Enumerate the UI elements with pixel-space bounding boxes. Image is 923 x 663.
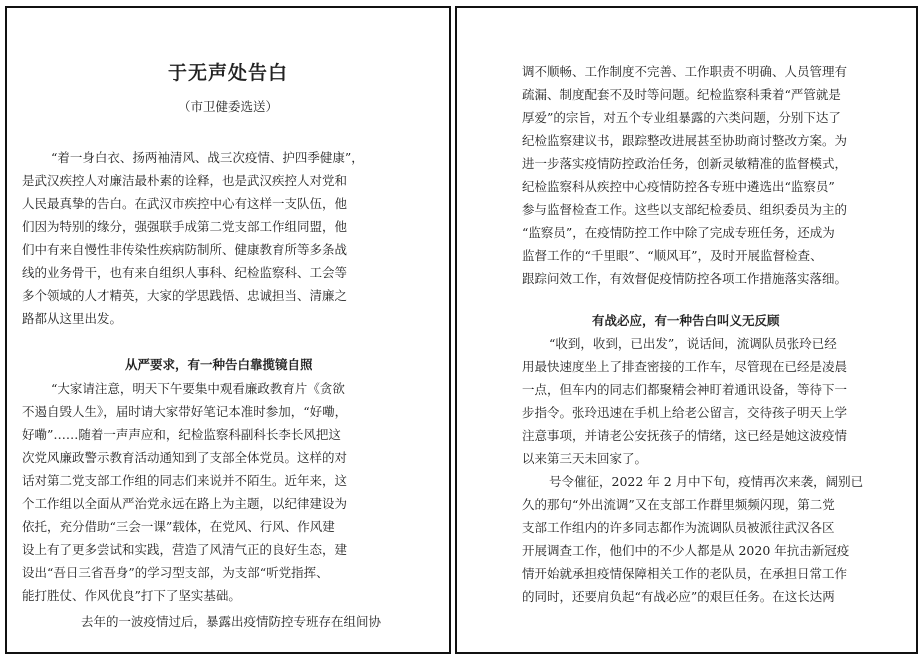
body-line: 号令催征，2022 年 2 月中下旬，疫情再次来袭，阔别已 — [549, 474, 864, 489]
body-line: 参与监督检查工作。这些以支部纪检委员、组织委员为主的 — [522, 202, 848, 217]
body-line: 纪检监察建议书，跟踪整改进展甚至协助商讨整改方案。为 — [522, 133, 848, 148]
body-line: 监督工作的“千里眼”、“顺风耳”，及时开展监督检查、 — [522, 248, 823, 263]
body-line: 注意事项，并请老公安抚孩子的情绪，这已经是她这波疫情 — [522, 428, 848, 443]
body-line: 一点，但车内的同志们都聚精会神盯着通讯设备，等待下一 — [522, 382, 848, 397]
body-line: 以来第三天未回家了。 — [522, 451, 648, 466]
body-line: 人民最真挚的告白。在武汉市疾控中心有这样一支队伍，他 — [22, 196, 348, 211]
body-line: 们因为特别的缘分，强强联手成第二党支部工作组同盟，他 — [22, 219, 348, 234]
body-line: “着一身白衣、扬两袖清风、战三次疫情、护四季健康”， — [51, 150, 364, 165]
body-line: 久的那句“外出流调”又在支部工作群里频频闪现，第二党 — [522, 497, 835, 512]
body-line: 设出“吾日三省吾身”的学习型支部，为支部“听党指挥、 — [22, 565, 329, 580]
section-heading: 从严要求，有一种告白靠揽镜自照 — [125, 357, 313, 372]
left-page — [5, 6, 451, 654]
body-line: 依托，充分借助“三会一课”载体，在党风、行风、作风建 — [22, 519, 335, 534]
body-line: 调不顺畅、工作制度不完善、工作职责不明确、人员管理有 — [522, 64, 848, 79]
body-line: “收到，收到，已出发”，说话间，流调队员张玲已经 — [549, 336, 837, 351]
body-line: 疏漏、制度配套不及时等问题。纪检监察科秉着“严管就是 — [522, 87, 841, 102]
body-line: 用最快速度坐上了排查密接的工作车，尽管现在已经是凌晨 — [522, 359, 848, 374]
body-line: 的同时，还要肩负起“有战必应”的艰巨任务。在这长达两 — [522, 589, 835, 604]
body-line: 厚爱”的宗旨，对五个专业组暴露的六类问题，分别下达了 — [522, 110, 841, 125]
right-page — [455, 6, 918, 654]
body-line: 个工作组以全面从严治党永远在路上为主题，以纪律建设为 — [22, 496, 348, 511]
body-line: 步指令。张玲迅速在手机上给老公留言，交待孩子明天上学 — [522, 405, 848, 420]
body-line: 好嘞”……随着一声声应和，纪检监察科副科长李长风把这 — [22, 427, 341, 442]
body-line: 们中有来自慢性非传染性疾病防制所、健康教育所等多条战 — [22, 242, 348, 257]
body-line: 纪检监察科从疾控中心疫情防控各专班中遴选出“监察员” — [522, 179, 835, 194]
body-line: 是武汉疾控人对廉洁最朴素的诠释，也是武汉疾控人对党和 — [22, 173, 348, 188]
body-line: 支部工作组内的许多同志都作为流调队员被派往武汉各区 — [522, 520, 835, 535]
body-line: 多个领域的人才精英，大家的学思践悟、忠诚担当、清廉之 — [22, 288, 348, 303]
body-line: “大家请注意，明天下午要集中观看廉政教育片《贪欲 — [51, 381, 345, 396]
body-line: 设上有了更多尝试和实践，营造了风清气正的良好生态，建 — [22, 542, 348, 557]
body-line: 能打胜仗、作风优良”打下了坚实基础。 — [22, 588, 241, 603]
document-title: 于无声处告白 — [167, 62, 288, 84]
body-line: 线的业务骨干，也有来自组织人事科、纪检监察科、工会等 — [22, 265, 348, 280]
body-line: 开展调查工作，他们中的不少人都是从 2020 年抗击新冠疫 — [522, 543, 850, 558]
body-line: 次党风廉政警示教育活动通知到了支部全体党员。这样的对 — [22, 450, 348, 465]
body-line: 话对第二党支部工作组的同志们来说并不陌生。近年来，这 — [22, 473, 348, 488]
document-subtitle: （市卫健委选送） — [177, 99, 278, 114]
body-line: “监察员”，在疫情防控工作中除了完成专班任务，还成为 — [522, 225, 835, 240]
body-line: 跟踪问效工作，有效督促疫情防控各项工作措施落实落细。 — [522, 271, 848, 286]
section-heading: 有战必应，有一种告白叫义无反顾 — [592, 313, 780, 328]
body-line: 路都从这里出发。 — [22, 311, 123, 326]
body-line: 情开始就承担疫情保障相关工作的老队员，在承担日常工作 — [522, 566, 848, 581]
body-line: 不遏自毁人生》，届时请大家带好笔记本准时参加，“好嘞， — [22, 404, 348, 419]
body-line: 进一步落实疫情防控政治任务，创新灵敏精准的监督模式， — [522, 156, 848, 171]
body-line: 去年的一波疫情过后，暴露出疫情防控专班存在组间协 — [81, 614, 382, 629]
